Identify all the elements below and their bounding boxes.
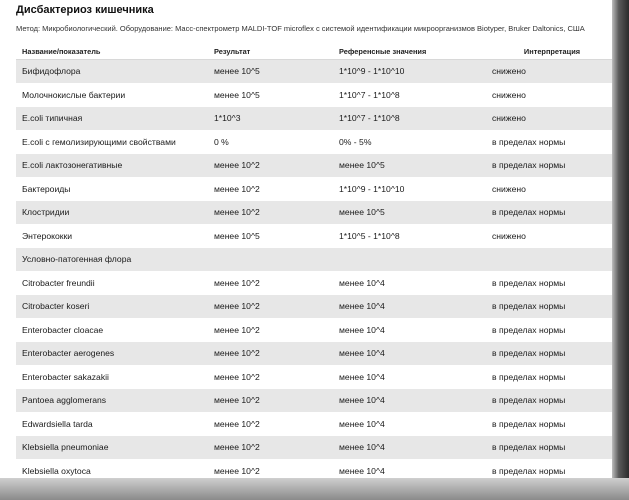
row-result: менее 10^5 <box>208 83 333 107</box>
table-row <box>16 295 612 319</box>
row-name: Бактероиды <box>16 177 208 201</box>
row-reference: менее 10^5 <box>333 154 486 178</box>
row-result: менее 10^2 <box>208 154 333 178</box>
row-reference: 1*10^9 - 1*10^10 <box>333 60 486 84</box>
results-table <box>16 44 612 483</box>
row-result: менее 10^2 <box>208 365 333 389</box>
row-interpretation: в пределах нормы <box>486 154 612 178</box>
row-result: менее 10^5 <box>208 224 333 248</box>
row-result: менее 10^2 <box>208 177 333 201</box>
row-reference: менее 10^4 <box>333 459 486 483</box>
row-result: менее 10^2 <box>208 389 333 413</box>
row-interpretation <box>486 248 612 272</box>
row-result: менее 10^2 <box>208 295 333 319</box>
row-reference: менее 10^4 <box>333 271 486 295</box>
table-row <box>16 107 612 131</box>
page-shadow-right <box>612 0 629 500</box>
row-name: Pantoea agglomerans <box>16 389 208 413</box>
row-result <box>208 248 333 272</box>
table-row <box>16 60 612 84</box>
table-row <box>16 154 612 178</box>
row-name: Citrobacter koseri <box>16 295 208 319</box>
row-name: Klebsiella oxytoca <box>16 459 208 483</box>
row-result: менее 10^5 <box>208 60 333 84</box>
column-header-result: Результат <box>208 44 333 60</box>
row-name: Молочнокислые бактерии <box>16 83 208 107</box>
row-reference: менее 10^4 <box>333 365 486 389</box>
row-reference: 1*10^7 - 1*10^8 <box>333 107 486 131</box>
table-row <box>16 271 612 295</box>
row-name: E.coli типичная <box>16 107 208 131</box>
row-interpretation: снижено <box>486 83 612 107</box>
row-reference: менее 10^4 <box>333 389 486 413</box>
row-interpretation: в пределах нормы <box>486 389 612 413</box>
row-name: Citrobacter freundii <box>16 271 208 295</box>
row-reference: менее 10^4 <box>333 318 486 342</box>
method-description: Метод: Микробиологический. Оборудование: Масс-спектрометр MALDI-TOF microflex с системой идентификации микроорганизмов Biotyper, Bruker Daltonics, США <box>16 24 585 33</box>
row-reference: 1*10^9 - 1*10^10 <box>333 177 486 201</box>
row-result: менее 10^2 <box>208 342 333 366</box>
row-reference: менее 10^4 <box>333 436 486 460</box>
row-name: Клостридии <box>16 201 208 225</box>
row-name: Бифидофлора <box>16 60 208 84</box>
table-row <box>16 224 612 248</box>
row-result: менее 10^2 <box>208 459 333 483</box>
row-reference: 1*10^5 - 1*10^8 <box>333 224 486 248</box>
table-row <box>16 177 612 201</box>
section-title: Условно-патогенная флора <box>16 248 208 272</box>
row-interpretation: снижено <box>486 177 612 201</box>
row-reference: 1*10^7 - 1*10^8 <box>333 83 486 107</box>
row-reference: 0% - 5% <box>333 130 486 154</box>
column-header-interpretation: Интерпретация <box>486 44 612 60</box>
row-interpretation: в пределах нормы <box>486 318 612 342</box>
row-result: 0 % <box>208 130 333 154</box>
report-title: Дисбактериоз кишечника <box>16 4 154 16</box>
row-result: менее 10^2 <box>208 201 333 225</box>
table-row <box>16 83 612 107</box>
row-reference: менее 10^5 <box>333 201 486 225</box>
table-row <box>16 130 612 154</box>
page-shadow-bottom <box>0 478 629 500</box>
row-interpretation: снижено <box>486 224 612 248</box>
row-result: менее 10^2 <box>208 271 333 295</box>
table-row <box>16 389 612 413</box>
table-row <box>16 365 612 389</box>
row-reference: менее 10^4 <box>333 342 486 366</box>
row-name: Edwardsiella tarda <box>16 412 208 436</box>
table-row <box>16 436 612 460</box>
table-row <box>16 412 612 436</box>
table-row <box>16 318 612 342</box>
row-result: 1*10^3 <box>208 107 333 131</box>
row-reference: менее 10^4 <box>333 295 486 319</box>
table-header-row <box>16 44 612 60</box>
row-name: Klebsiella pneumoniae <box>16 436 208 460</box>
row-name: Enterobacter cloacae <box>16 318 208 342</box>
row-interpretation: в пределах нормы <box>486 459 612 483</box>
row-result: менее 10^2 <box>208 412 333 436</box>
row-interpretation: в пределах нормы <box>486 365 612 389</box>
row-interpretation: снижено <box>486 107 612 131</box>
row-reference <box>333 248 486 272</box>
row-name: E.coli с гемолизирующими свойствами <box>16 130 208 154</box>
table-row <box>16 342 612 366</box>
column-header-reference: Референсные значения <box>333 44 486 60</box>
row-interpretation: в пределах нормы <box>486 271 612 295</box>
row-result: менее 10^2 <box>208 318 333 342</box>
row-name: Enterobacter aerogenes <box>16 342 208 366</box>
section-row <box>16 248 612 272</box>
row-interpretation: снижено <box>486 60 612 84</box>
row-interpretation: в пределах нормы <box>486 412 612 436</box>
row-interpretation: в пределах нормы <box>486 130 612 154</box>
row-interpretation: в пределах нормы <box>486 201 612 225</box>
row-interpretation: в пределах нормы <box>486 342 612 366</box>
row-name: Enterobacter sakazakii <box>16 365 208 389</box>
table-row <box>16 201 612 225</box>
column-header-name: Название/показатель <box>16 44 208 60</box>
row-name: Энтерококки <box>16 224 208 248</box>
row-name: E.coli лактозонегативные <box>16 154 208 178</box>
row-result: менее 10^2 <box>208 436 333 460</box>
row-interpretation: в пределах нормы <box>486 295 612 319</box>
row-interpretation: в пределах нормы <box>486 436 612 460</box>
row-reference: менее 10^4 <box>333 412 486 436</box>
